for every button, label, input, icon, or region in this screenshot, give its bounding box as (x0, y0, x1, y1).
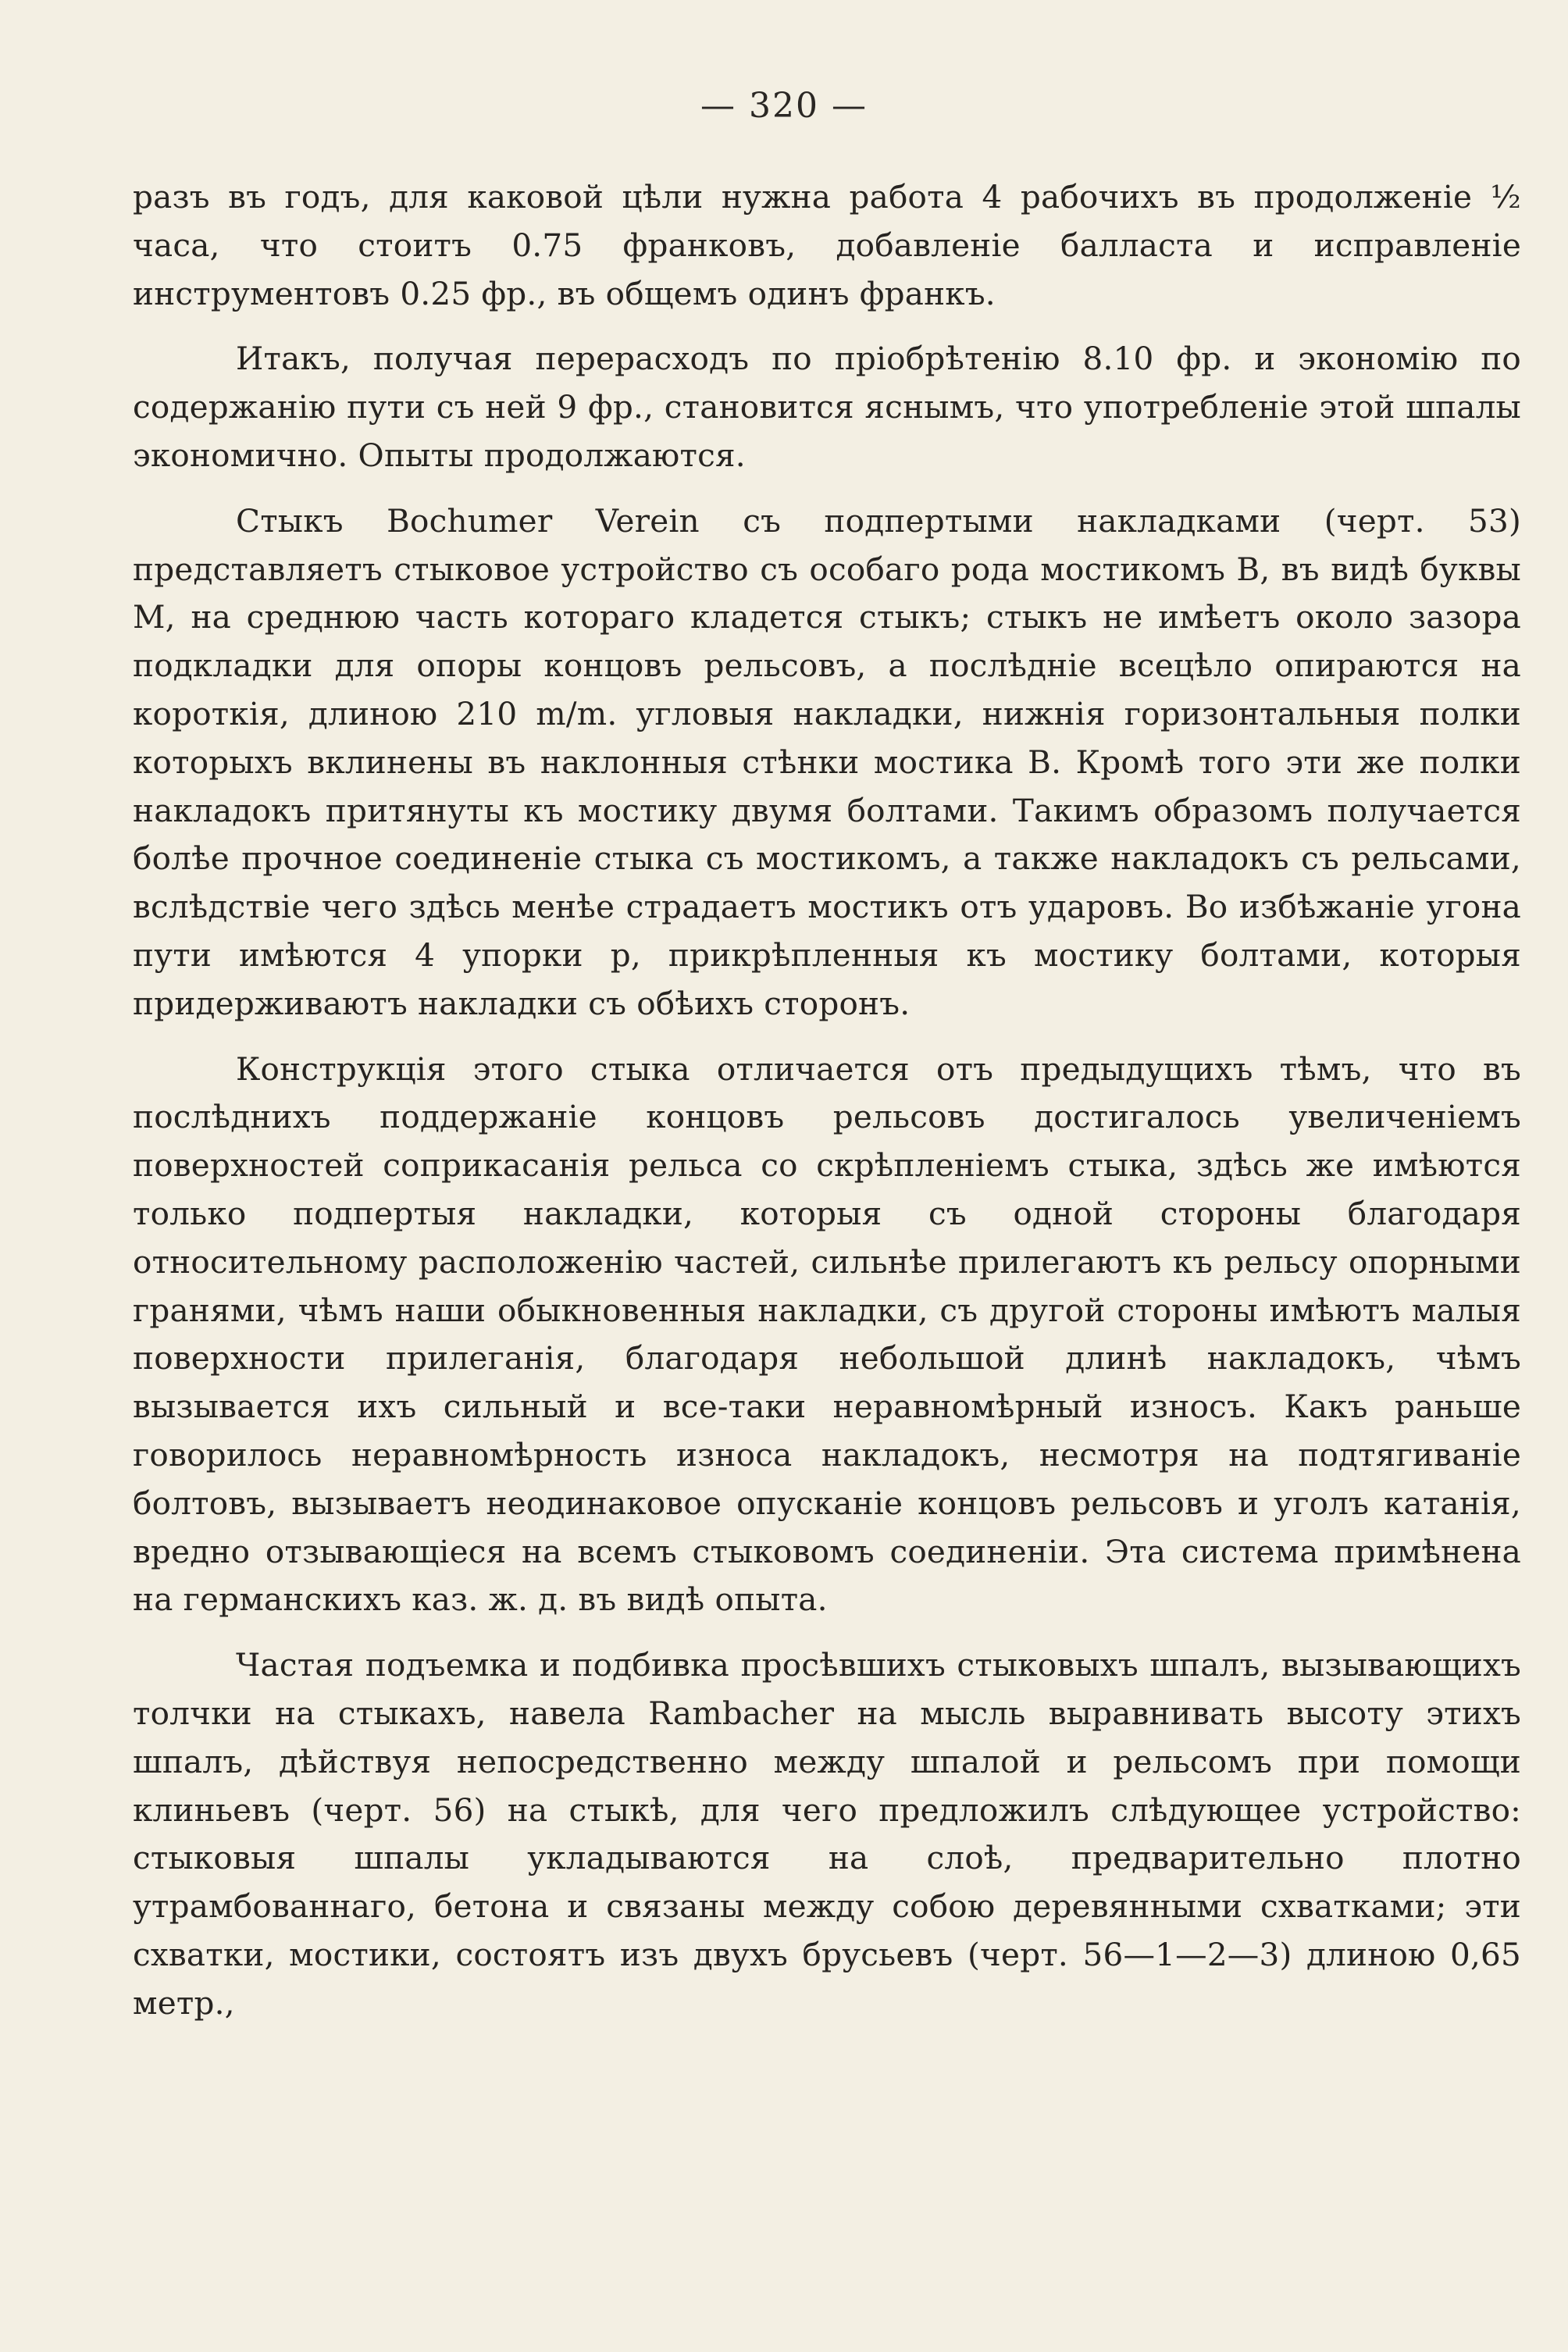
paragraph-joint-construction: Конструкція этого стыка отличается отъ предыдущихъ тѣмъ, что въ послѣднихъ поддержаніе концовъ рельсовъ достигалось увеличеніемъ поверхностей соприкасанія рельса со скрѣпленіемъ стыка, здѣсь же имѣются только подпертыя накладки, которыя съ одной стороны благодаря относительному расположенію частей, сильнѣе прилегаютъ къ рельсу опорными гранями, чѣмъ наши обыкновенныя накладки, съ другой стороны имѣютъ малыя поверхности прилеганія, благодаря небольшой длинѣ накладокъ, чѣмъ вызывается ихъ сильный и все-таки неравномѣрный износъ. Какъ раньше говорилось неравномѣрность износа накладокъ, несмотря на подтягиваніе болтовъ, вызываетъ неодинаковое опусканіе концовъ рельсовъ и уголъ катанія, вредно отзывающіеся на всемъ стыковомъ соединеніи. Эта система примѣнена на германскихъ каз. ж. д. въ видѣ опыта. (133, 1049, 1521, 1619)
page-number: — 320 — (700, 86, 868, 126)
page-body (133, 173, 1521, 2044)
paragraph-rambacher: Частая подъемка и подбивка просѣвшихъ стыковыхъ шпалъ, вызывающихъ толчки на стыкахъ, навела Rambacher на мысль выравнивать высоту этихъ шпалъ, дѣйствуя непосредственно между шпалой и рельсомъ при помощи клиньевъ (черт. 56) на стыкѣ, для чего предложилъ слѣдующее устройство: стыковыя шпалы укладываются на слоѣ, предварительно плотно утрамбованнаго, бетона и связаны между собою деревянными схватками; эти схватки, мостики, состоятъ изъ двухъ брусьевъ (черт. 56—1—2—3) длиною 0,65 метр., (133, 1646, 1521, 2022)
paragraph-bochumer-joint: Стыкъ Bochumer Verein съ подпертыми накладками (черт. 53) представляетъ стыковое устройство съ особаго рода мостикомъ B, въ видѣ буквы M, на среднюю часть котораго кладется стыкъ; стыкъ не имѣетъ около зазора подкладки для опоры концовъ рельсовъ, а послѣдніе всецѣло опираются на короткія, длиною 210 m/m. угловыя накладки, нижнія горизонтальныя полки которыхъ вклинены въ наклонныя стѣнки мостика B. Кромѣ того эти же полки накладокъ притянуты къ мостику двумя болтами. Такимъ образомъ получается болѣе прочное соединеніе стыка съ мостикомъ, а также накладокъ съ рельсами, вслѣдствіе чего здѣсь менѣе страдаетъ мостикъ отъ ударовъ. Во избѣжаніе угона пути имѣются 4 упорки p, прикрѣпленныя къ мостику болтами, которыя придерживаютъ накладки съ обѣихъ сторонъ. (133, 501, 1521, 1022)
paragraph-economy: Итакъ, получая перерасходъ по пріобрѣтенію 8.10 фр. и экономію по содержанію пути съ ней 9 фр., становится яснымъ, что употребленіе этой шпалы экономично. Опыты продолжаются. (133, 340, 1521, 474)
paragraph-continuation: разъ въ годъ, для каковой цѣли нужна работа 4 рабочихъ въ продолженіе ½ часа, что стоитъ 0.75 франковъ, добавленіе балласта и исправленіе инструментовъ 0.25 фр., въ общемъ одинъ франкъ. (133, 178, 1521, 312)
